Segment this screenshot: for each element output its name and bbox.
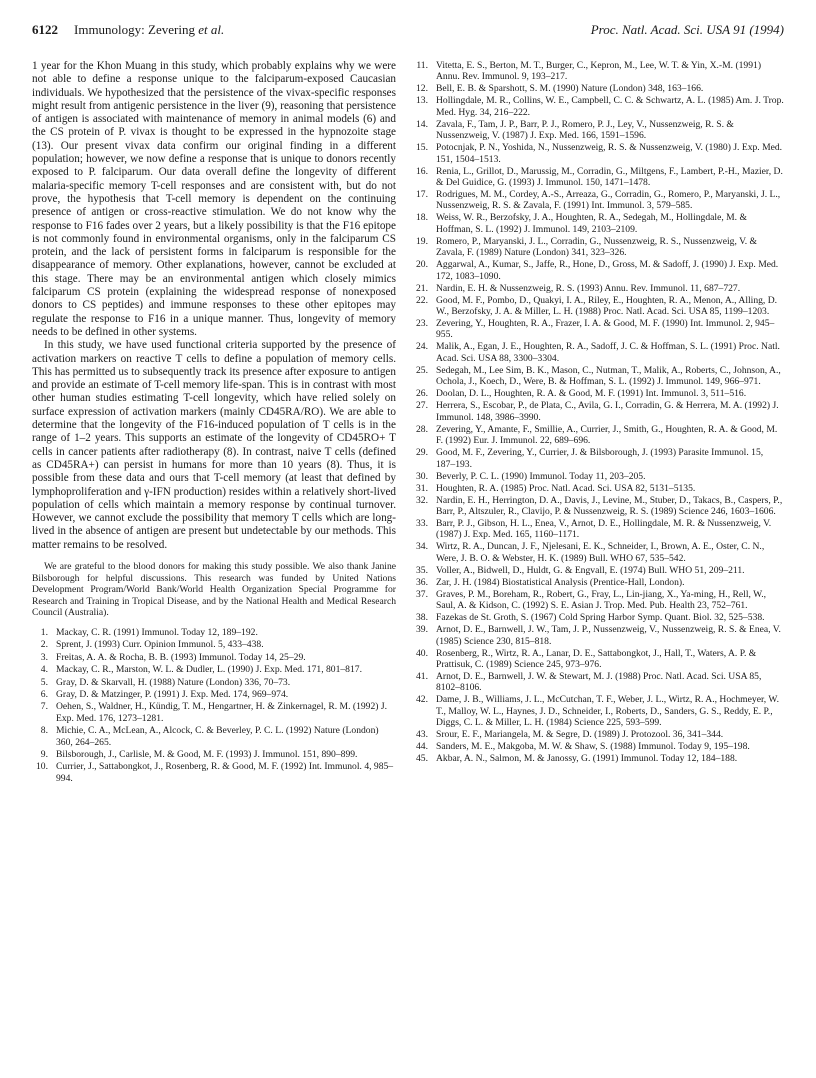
reference-number: 10.	[36, 761, 48, 773]
reference-number: 23.	[416, 318, 428, 330]
reference-number: 17.	[416, 189, 428, 201]
reference-text: Oehen, S., Waldner, H., Kündig, T. M., Hengartner, H. & Zinkernagel, R. M. (1992) J. Exp. Med. 176, 1273–1281.	[56, 701, 387, 724]
reference-text: Currier, J., Sattabongkot, J., Rosenberg, R. & Good, M. F. (1992) Int. Immunol. 4, 985–994.	[56, 761, 394, 784]
reference-item	[412, 259, 784, 282]
reference-text: Doolan, D. L., Houghten, R. A. & Good, M. F. (1991) Int. Immunol. 3, 511–516.	[436, 388, 747, 400]
reference-text: Houghten, R. A. (1985) Proc. Natl. Acad. Sci. USA 82, 5131–5135.	[436, 482, 696, 494]
reference-text: Sedegah, M., Lee Sim, B. K., Mason, C., Nutman, T., Malik, A., Roberts, C., Johnson, A., Ochola, J., Koech, D., Were, B. & Hoffman, S. L. (1992) J. Immunol. 149, 966–971.	[436, 364, 781, 388]
reference-item	[412, 471, 784, 482]
reference-text: Michie, C. A., McLean, A., Alcock, C. & Beverley, P. C. L. (1992) Nature (London) 360, 264–265.	[56, 725, 379, 748]
reference-text: Akbar, A. N., Salmon, M. & Janossy, G. (1991) Immunol. Today 12, 184–188.	[436, 753, 738, 765]
reference-text: Rosenberg, R., Wirtz, R. A., Lanar, D. E., Sattabongkot, J., Hall, T., Waters, A. P. & Prattisuk, C. (1989) Science 245, 973–976.	[436, 647, 757, 670]
reference-number: 21.	[416, 282, 428, 294]
reference-text: Zar, J. H. (1984) Biostatistical Analysis (Prentice-Hall, London).	[436, 576, 685, 588]
reference-number: 31.	[416, 482, 428, 494]
page-number: 6122	[32, 22, 58, 37]
journal-name: Proc. Natl. Acad. Sci. USA 91 (1994)	[590, 22, 784, 37]
reference-number: 36.	[416, 576, 428, 588]
reference-text: Nardin, E. H., Herrington, D. A., Davis, J., Levine, M., Stuber, D., Takacs, B., Caspers, P., Barr, P., Altszuler, R., Clavijo, P. & Nussenzweig, R. S. (1989) Science 246, 1603–1606.	[436, 494, 783, 517]
reference-item	[32, 639, 396, 650]
reference-item	[32, 689, 396, 700]
reference-item	[412, 483, 784, 494]
reference-number: 26.	[416, 388, 428, 400]
reference-item	[412, 589, 784, 612]
reference-list-right	[412, 60, 784, 765]
reference-number: 29.	[416, 447, 428, 459]
reference-item	[412, 624, 784, 647]
reference-item	[412, 142, 784, 165]
reference-item	[412, 741, 784, 752]
reference-number: 22.	[416, 294, 428, 306]
reference-text: Zevering, Y., Amante, F., Smillie, A., Currier, J., Smith, G., Houghten, R. A. & Good, M. F. (1992) Eur. J. Immunol. 22, 689–696.	[436, 423, 778, 447]
reference-item	[412, 295, 784, 318]
reference-number: 11.	[416, 60, 428, 71]
reference-number: 15.	[416, 142, 428, 154]
reference-item	[412, 95, 784, 118]
reference-number: 33.	[416, 517, 428, 529]
reference-text: Mackay, C. R. (1991) Immunol. Today 12, 189–192.	[56, 626, 258, 638]
reference-item	[412, 694, 784, 728]
reference-text: Mackay, C. R., Marston, W. L. & Dudler, L. (1990) J. Exp. Med. 171, 801–817.	[56, 664, 362, 676]
reference-text: Zevering, Y., Houghten, R. A., Frazer, I. A. & Good, M. F. (1990) Int. Immunol. 2, 945–955.	[436, 318, 775, 341]
reference-text: Beverly, P. C. L. (1990) Immunol. Today 11, 203–205.	[436, 470, 646, 482]
reference-text: Malik, A., Egan, J. E., Houghten, R. A., Sadoff, J. C. & Hoffman, S. L. (1991) Proc. Natl. Acad. Sci. USA 88, 3300–3304.	[436, 341, 780, 364]
reference-text: Gray, D. & Matzinger, P. (1991) J. Exp. Med. 174, 969–974.	[56, 688, 289, 700]
reference-item	[32, 677, 396, 688]
reference-text: Weiss, W. R., Berzofsky, J. A., Houghten, R. A., Sedegah, M., Hollingdale, M. & Hoffman, S. L. (1992) J. Immunol. 149, 2103–2109.	[436, 212, 747, 235]
reference-item	[412, 612, 784, 623]
reference-item	[412, 283, 784, 294]
reference-number: 38.	[416, 612, 428, 624]
reference-text: Good, M. F., Pombo, D., Quakyi, I. A., Riley, E., Houghten, R. A., Menon, A., Alling, D. W., Berzofsky, J. A. & Miller, L. H. (1988) Proc. Natl. Acad. Sci. USA 85, 1199–1203.	[436, 294, 778, 318]
running-header	[32, 22, 784, 42]
reference-number: 40.	[416, 647, 428, 659]
reference-text: Renia, L., Grillot, D., Marussig, M., Corradin, G., Miltgens, F., Lambert, P.-H., Mazier, D. & Del Guidice, G. (1993) J. Immunol. 150, 1471–1478.	[436, 165, 783, 189]
section-title	[74, 22, 224, 38]
reference-number: 12.	[416, 83, 428, 95]
reference-item	[32, 652, 396, 663]
reference-number: 7.	[40, 701, 48, 713]
reference-item	[412, 318, 784, 341]
reference-item	[412, 648, 784, 671]
reference-item	[32, 749, 396, 760]
reference-number: 35.	[416, 564, 428, 576]
reference-item	[412, 447, 784, 470]
reference-item	[32, 761, 396, 784]
reference-item	[412, 565, 784, 576]
reference-text: Graves, P. M., Boreham, R., Robert, G., Fray, L., Lin-jiang, X., Ya-ming, H., Rell, W., Saul, A. & Kidson, C. (1992) S. E. Asian J. Trop. Med. Pub. Health 23, 752–761.	[436, 588, 767, 612]
reference-number: 13.	[416, 95, 428, 107]
reference-item	[412, 518, 784, 541]
reference-item	[32, 664, 396, 675]
reference-item	[412, 424, 784, 447]
reference-item	[412, 83, 784, 94]
reference-item	[412, 365, 784, 388]
reference-number: 43.	[416, 729, 428, 741]
reference-item	[412, 166, 784, 189]
reference-text: Sanders, M. E., Makgoba, M. W. & Shaw, S. (1988) Immunol. Today 9, 195–198.	[436, 741, 750, 753]
reference-item	[412, 60, 784, 83]
reference-text: Bilsborough, J., Carlisle, M. & Good, M. F. (1993) J. Immunol. 151, 890–899.	[56, 749, 358, 761]
reference-item	[412, 212, 784, 235]
reference-number: 32.	[416, 494, 428, 506]
reference-item	[412, 671, 784, 694]
reference-number: 44.	[416, 741, 428, 753]
reference-number: 19.	[416, 235, 428, 247]
reference-item	[412, 400, 784, 423]
reference-text: Gray, D. & Skarvall, H. (1988) Nature (London) 336, 70–73.	[56, 676, 291, 688]
reference-number: 16.	[416, 165, 428, 177]
reference-text: Nardin, E. H. & Nussenzweig, R. S. (1993) Annu. Rev. Immunol. 11, 687–727.	[436, 282, 741, 294]
reference-number: 45.	[416, 753, 428, 765]
reference-number: 14.	[416, 118, 428, 130]
reference-text: Vitetta, E. S., Berton, M. T., Burger, C., Kepron, M., Lee, W. T. & Yin, X.-M. (1991) Annu. Rev. Immunol. 9, 193–217.	[436, 60, 762, 83]
reference-text: Rodrigues, M. M., Cordey, A.-S., Arreaza, G., Corradin, G., Romero, P., Maryanski, J. L., Nussenzweig, R. S. & Zavala, F. (1991) Int. Immunol. 3, 579–585.	[436, 189, 781, 212]
reference-text: Wirtz, R. A., Duncan, J. F., Njelesani, E. K., Schneider, I., Brown, A. E., Oster, C. N., Were, J. B. O. & Webster, H. K. (1989) Bull. WHO 67, 535–542.	[436, 541, 765, 564]
reference-text: Bell, E. B. & Sparshott, S. M. (1990) Nature (London) 348, 163–166.	[436, 83, 704, 95]
reference-text: Aggarwal, A., Kumar, S., Jaffe, R., Hone, D., Gross, M. & Sadoff, J. (1990) J. Exp. Med. 172, 1083–1090.	[436, 259, 779, 282]
reference-number: 25.	[416, 364, 428, 376]
reference-text: Voller, A., Bidwell, D., Huldt, G. & Engvall, E. (1974) Bull. WHO 51, 209–211.	[436, 564, 745, 576]
reference-item	[412, 341, 784, 364]
reference-number: 27.	[416, 400, 428, 412]
reference-text: Zavala, F., Tam, J. P., Barr, P. J., Romero, P. J., Ley, V., Nussenzweig, R. S. & Nussenzweig, V. (1987) J. Exp. Med. 166, 1591–1596.	[436, 118, 734, 142]
reference-number: 4.	[40, 664, 48, 676]
acknowledgment: We are grateful to the blood donors for making this study possible. We also thank Janine Bilsborough for helpful discussions. This research was funded by United Nations Development Program/World Bank/World Health Organization Special Programme for Research and Training in Tropical Disease, and by the National Health and Medical Research Council (Australia).	[32, 560, 396, 619]
reference-text: Herrera, S., Escobar, P., de Plata, C., Avila, G. I., Corradin, G. & Herrera, M. A. (1992) J. Immunol. 148, 3986–3990.	[436, 400, 779, 423]
reference-number: 20.	[416, 259, 428, 271]
reference-number: 18.	[416, 212, 428, 224]
reference-item	[412, 753, 784, 764]
reference-text: Good, M. F., Zevering, Y., Currier, J. & Bilsborough, J. (1993) Parasite Immunol. 15, 187–193.	[436, 447, 764, 470]
reference-text: Fazekas de St. Groth, S. (1967) Cold Spring Harbor Symp. Quant. Biol. 32, 525–538.	[436, 612, 765, 624]
reference-item	[32, 627, 396, 638]
reference-number: 9.	[40, 749, 48, 761]
section-name: Immunology: Zevering	[74, 22, 195, 37]
reference-text: Sprent, J. (1993) Curr. Opinion Immunol. 5, 433–438.	[56, 639, 264, 651]
reference-text: Barr, P. J., Gibson, H. L., Enea, V., Arnot, D. E., Hollingdale, M. R. & Nussenzweig, V. (1987) J. Exp. Med. 165, 1160–1171.	[436, 517, 772, 541]
reference-text: Potocnjak, P. N., Yoshida, N., Nussenzweig, R. S. & Nussenzweig, V. (1980) J. Exp. Med. 151, 1504–1513.	[436, 142, 783, 165]
reference-number: 41.	[416, 670, 428, 682]
reference-item	[412, 189, 784, 212]
reference-item	[412, 388, 784, 399]
reference-text: Dame, J. B., Williams, J. L., McCutchan, T. F., Weber, J. L., Wirtz, R. A., Hochmeyer, W. T., Malloy, W. L., Haynes, J. D., Schneider, I., Roberts, D., Sanders, G. S., Reddy, E. P., Diggs, C. L. & Miller, L. H. (1984) Science 225, 593–599.	[436, 694, 779, 729]
reference-number: 1.	[40, 626, 48, 638]
reference-text: Arnot, D. E., Barnwell, J. W., Tam, J. P., Nussenzweig, V., Nussenzweig, R. S. & Enea, V. (1985) Science 230, 815–818.	[436, 624, 781, 647]
reference-item	[412, 236, 784, 259]
reference-number: 34.	[416, 541, 428, 553]
reference-number: 5.	[40, 676, 48, 688]
left-column	[32, 60, 396, 785]
right-column	[412, 60, 784, 765]
reference-item	[32, 701, 396, 724]
reference-list-left	[32, 627, 396, 784]
reference-text: Arnot, D. E., Barnwell, J. W. & Stewart, M. J. (1988) Proc. Natl. Acad. Sci. USA 85, 8102–8106.	[436, 670, 762, 694]
reference-item	[412, 577, 784, 588]
reference-number: 2.	[40, 639, 48, 651]
reference-text: Freitas, A. A. & Rocha, B. B. (1993) Immunol. Today 14, 25–29.	[56, 651, 306, 663]
reference-item	[412, 495, 784, 518]
reference-item	[412, 541, 784, 564]
section-etal: et al.	[198, 22, 225, 37]
reference-number: 28.	[416, 423, 428, 435]
reference-number: 39.	[416, 624, 428, 636]
reference-item	[412, 729, 784, 740]
body-paragraph: 1 year for the Khon Muang in this study, which probably explains why we were not able to define a response unique to the falciparum-exposed Caucasian individuals. We hypothesized that the persistence of the vivax-specific responses might result from antigenic persistence in the liver (9), reasoning that persistence of antigen is associated with maintenance of memory in animal models (6) and the CS protein of P. vivax is thought to be expressed in the hypnozoite stage (13). Our present vivax data confirm our original finding in a different population; however, we now define a response that is unique to donors recently exposed to P. falciparum. Our data overall define the longevity of different malaria-specific memory T-cell responses and are consistent with, but do not prove, the hypothesis that T-cell memory is dependent on the continuing presence of antigen or cross-reactive stimulation. We do not know why the response to F16 fades over 2 years, but a likely possibility is that the F16 epitope is not commonly found in environmental organisms, only in the falciparum CS protein, and the lack of persistent forms in falciparum is responsible for the disappearance of memory. Other explanations, however, cannot be excluded at this stage. There may be an environmental antigen which closely mimics falciparum CS protein (explaining the widespread response of nonexposed donors to CS peptides) and immune responses to these other epitopes may regulate the response to F16 in a unique manner. Thus, longevity of memory needs to be defined in other systems.	[32, 60, 396, 338]
reference-number: 8.	[40, 725, 48, 737]
reference-number: 3.	[40, 651, 48, 663]
reference-text: Srour, E. F., Mariangela, M. & Segre, D. (1989) J. Protozool. 36, 341–344.	[436, 729, 724, 741]
reference-text: Romero, P., Maryanski, J. L., Corradin, G., Nussenzweig, R. S., Nussenzweig, V. & Zavala, F. (1989) Nature (London) 341, 323–326.	[436, 235, 758, 259]
reference-number: 30.	[416, 470, 428, 482]
reference-number: 6.	[40, 688, 48, 700]
body-paragraph: In this study, we have used functional criteria supported by the presence of activation markers on reactive T cells to define a population of memory cells. This has permitted us to subsequently track its presence after exposure to antigen and provide an estimate of T-cell memory life-span. This is in contrast with most other human studies estimating T-cell longevity, which have relied solely on surface expression of activation markers (mainly CD45RA/RO). We are able to determine that the longevity of the F16-induced population of T cells is in the range of 1–2 years. This supports an estimate of the longevity of CD45RO+ T cells in cancer patients after radiotherapy (8). In contrast, naive T cells (defined as CD45RA+) can persist in humans for more than 10 years (8). Thus, it is possible from these data and ours that T-cell memory (at least that defined by lymphoproliferation and γ-IFN production) resides within a relatively short-lived population of cells which maintain a memory response by continual turnover. However, we cannot exclude the possibility that memory T cells which are long-lived in the absence of antigen are present but undetectable by our methods. This matter remains to be resolved.	[32, 339, 396, 551]
reference-item	[32, 725, 396, 748]
reference-number: 37.	[416, 588, 428, 600]
reference-number: 24.	[416, 341, 428, 353]
reference-number: 42.	[416, 694, 428, 706]
reference-item	[412, 119, 784, 142]
reference-text: Hollingdale, M. R., Collins, W. E., Campbell, C. C. & Schwartz, A. L. (1985) Am. J. Trop. Med. Hyg. 34, 216–222.	[436, 95, 784, 118]
